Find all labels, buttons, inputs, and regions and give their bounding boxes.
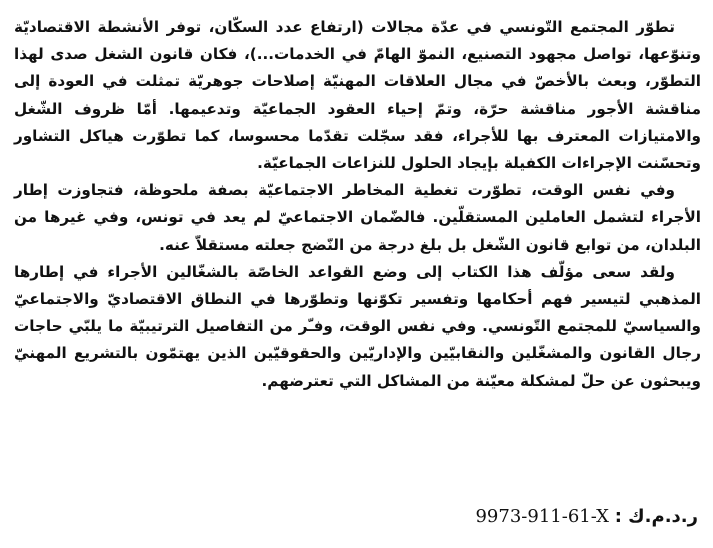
paragraph-2: وفي نفس الوقت، تطوّرت تغطية المخاطر الاجتماعيّة بصفة ملحوظة، فتجاوزت إطار الأجراء لتشمل العاملين المستقلّين. فالضّمان الاجتماعيّ لم يعد في تونس، وفي غيرها من البلدان، من توابع قانون الشّغل بل بلغ درجة من النّضج جعلته مستقلاّ عنه. (14, 181, 701, 254)
paragraph-1: تطوّر المجتمع التّونسي في عدّة مجالات (ارتفاع عدد السكّان، توفر الأنشطة الاقتصاديّة وتنوّعها، تواصل مجهود التصنيع، النموّ الهامّ في الخدمات...)، فكان قانون الشغل صدى لهذا التطوّر، وبعث بالأخصّ في مجال العلاقات المهنيّة إصلاحات جوهريّة تمثلت في العودة إلى مناقشة الأجور مناقشة حرّة، وتمّ إحياء العقود الجماعيّة وتدعيمها. أمّا ظروف الشّغل والامتيازات المعترف بها للأجراء، فقد سجّلت تقدّما محسوسا، كما تطوّرت هياكل التشاور وتحسّنت الإجراءات الكفيلة بإيجاد الحلول للنزاعات الجماعيّة. (14, 18, 701, 173)
isbn-line (0, 504, 698, 530)
isbn-label: ر.د.م.ك : (614, 506, 698, 527)
book-description (14, 14, 701, 395)
isbn-number: 9973-911-61-X (475, 506, 609, 527)
paragraph-3: ولقد سعى مؤلّف هذا الكتاب إلى وضع القواعد الخاصّة بالشغّالين الأجراء في إطارها المذهبي لتيسير فهم أحكامها وتفسير تكوّنها وتطوّرها في النطاق الاقتصاديّ والاجتماعيّ والسياسيّ للمجتمع التّونسي. وفي نفس الوقت، وفـّر من التفاصيل الترتيبيّة ما يلبّي حاجات رجال القانون والمشغّلين والنقابيّين والإداريّين والحقوقيّين الذين يهتمّون بالتشريع المهنيّ ويبحثون عن حلّ لمشكلة معيّنة من المشاكل التي تعترضهم. (14, 262, 701, 390)
